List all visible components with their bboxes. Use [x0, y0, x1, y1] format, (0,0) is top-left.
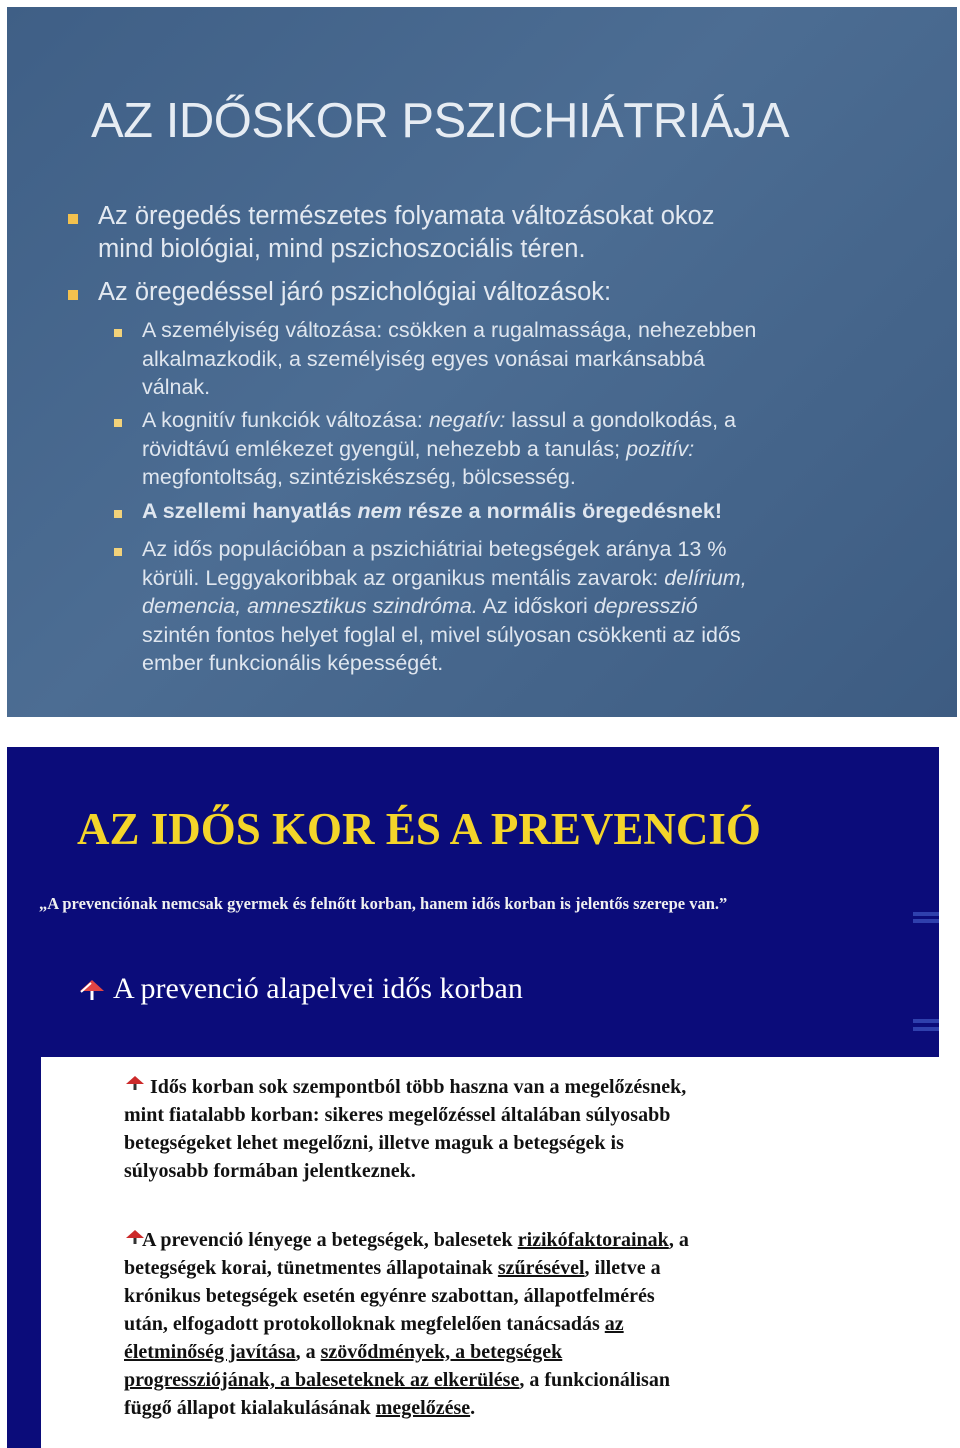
- text-line: [142, 435, 736, 464]
- text-line: megfontoltság, szintéziskészség, bölcsesség.: [142, 465, 576, 489]
- text-line: krónikus betegségek esetén egyénre szabottan, állapotfelmérés: [124, 1285, 655, 1307]
- text-line: [124, 1366, 864, 1394]
- decorative-stripe: [913, 912, 939, 916]
- text-line: szintén fontos helyet foglal el, mivel súlyosan csökkenti az idős: [142, 622, 741, 647]
- text-run: A prevenció lényege a betegségek, balesetek: [142, 1229, 518, 1251]
- text-run: A kognitív funkciók változása:: [142, 408, 429, 432]
- text-run: függő állapot kialakulásának: [124, 1397, 376, 1419]
- sub-bullet-square-icon: [114, 329, 122, 337]
- arrow-bullet-icon: [79, 979, 105, 1001]
- underlined-text: megelőzése: [375, 1397, 471, 1419]
- text-line: válnak.: [142, 375, 211, 399]
- text-run-italic: depresszió: [593, 594, 698, 618]
- text-run: , a: [668, 1229, 689, 1251]
- text-line: [124, 1310, 864, 1338]
- text-run-italic: delírium,: [664, 565, 747, 590]
- text-run-italic: negatív:: [428, 408, 506, 432]
- sub-bullet-mental-decline: [142, 497, 722, 526]
- decorative-stripe: [913, 1019, 939, 1023]
- slide-psychiatry: [7, 7, 957, 717]
- text-line: [142, 564, 747, 593]
- text-line: Idős korban sok szempontból több haszna van a megelőzésnek,: [150, 1076, 687, 1098]
- text-run: lassul a gondolkodás, a: [505, 408, 737, 432]
- text-run: , a: [295, 1341, 321, 1363]
- text-line: [124, 1394, 864, 1422]
- text-line: alkalmazkodik, a személyiség egyes vonásai markánsabbá: [142, 346, 705, 371]
- paragraph-benefits: [124, 1073, 864, 1185]
- text-line: súlyosabb formában jelentkeznek.: [124, 1160, 416, 1182]
- text-run: , illetve a: [584, 1257, 661, 1279]
- underlined-text: rizikófaktorainak: [517, 1229, 669, 1251]
- underlined-text: progressziójának, a baleseteknek az elkerülése: [124, 1369, 520, 1391]
- underlined-text: az: [604, 1313, 624, 1335]
- section-heading: A prevenció alapelvei idős korban: [113, 972, 523, 1005]
- slide-prevention: [7, 747, 939, 1448]
- decorative-stripe: [913, 1027, 939, 1031]
- slide-title: AZ IDŐSKOR PSZICHIÁTRIÁJA: [91, 94, 790, 148]
- text-line: [142, 406, 736, 435]
- text-run-italic: nem: [357, 499, 402, 523]
- text-line: [124, 1226, 864, 1254]
- sub-bullet-square-icon: [114, 510, 122, 518]
- text-run: betegségek korai, tünetmentes állapotainak: [124, 1257, 498, 1279]
- prevention-quote: „A prevenciónak nemcsak gyermek és felnőtt korban, hanem idős korban is jelentős szerepe van.”: [39, 894, 728, 913]
- text-line: ember funkcionális képességét.: [142, 651, 444, 675]
- bullet-square-icon: [68, 290, 78, 300]
- text-line: mint fiatalabb korban: sikeres megelőzéssel általában súlyosabb: [124, 1104, 671, 1126]
- text-run: része a normális öregedésnek!: [401, 499, 722, 523]
- text-line: [124, 1254, 864, 1282]
- bullet-line: mind biológiai, mind pszichoszociális téren.: [98, 235, 586, 263]
- text-run-italic: pozitív:: [626, 436, 695, 461]
- underlined-text: szűrésével: [497, 1257, 585, 1279]
- text-run: rövidtávú emlékezet gyengül, nehezebb a tanulás;: [142, 436, 627, 461]
- underlined-text: életminőség javítása: [124, 1341, 296, 1363]
- text-line: [124, 1338, 864, 1366]
- text-line: Az idős populációban a pszichiátriai betegségek aránya 13 %: [142, 537, 727, 561]
- text-run-italic: demencia, amnesztikus szindróma.: [142, 594, 478, 618]
- text-run: körüli. Leggyakoribbak az organikus mentális zavarok:: [142, 565, 665, 590]
- underlined-text: szövődmények, a betegségek: [320, 1341, 563, 1363]
- text-line: A személyiség változása: csökken a rugalmassága, nehezebben: [142, 318, 757, 342]
- text-run: Az időskori: [477, 594, 594, 618]
- sub-bullet-cognitive: [142, 406, 736, 492]
- decorative-stripe: [913, 919, 939, 923]
- text-line: betegségeket lehet megelőzni, illetve maguk a betegségek is: [124, 1132, 624, 1154]
- sub-bullet-square-icon: [114, 548, 122, 556]
- text-run: A szellemi hanyatlás: [142, 499, 358, 523]
- text-run: , a funkcionálisan: [519, 1369, 670, 1391]
- text-line: [142, 592, 747, 621]
- bullet-line: Az öregedés természetes folyamata változásokat okoz: [98, 202, 715, 230]
- bullet-psych-changes: Az öregedéssel járó pszichológiai változások:: [98, 278, 612, 306]
- text-run: .: [470, 1397, 476, 1419]
- bullet-square-icon: [68, 214, 78, 224]
- sub-bullet-personality: [142, 316, 756, 402]
- sub-bullet-square-icon: [114, 419, 122, 427]
- paragraph-essence: [124, 1226, 864, 1422]
- sub-bullet-prevalence: [142, 535, 747, 678]
- bullet-aging-causes: [98, 200, 715, 266]
- text-run: után, elfogadott protokolloknak megfelelően tanácsadás: [124, 1313, 605, 1335]
- slide-title: AZ IDŐS KOR ÉS A PREVENCIÓ: [77, 804, 761, 854]
